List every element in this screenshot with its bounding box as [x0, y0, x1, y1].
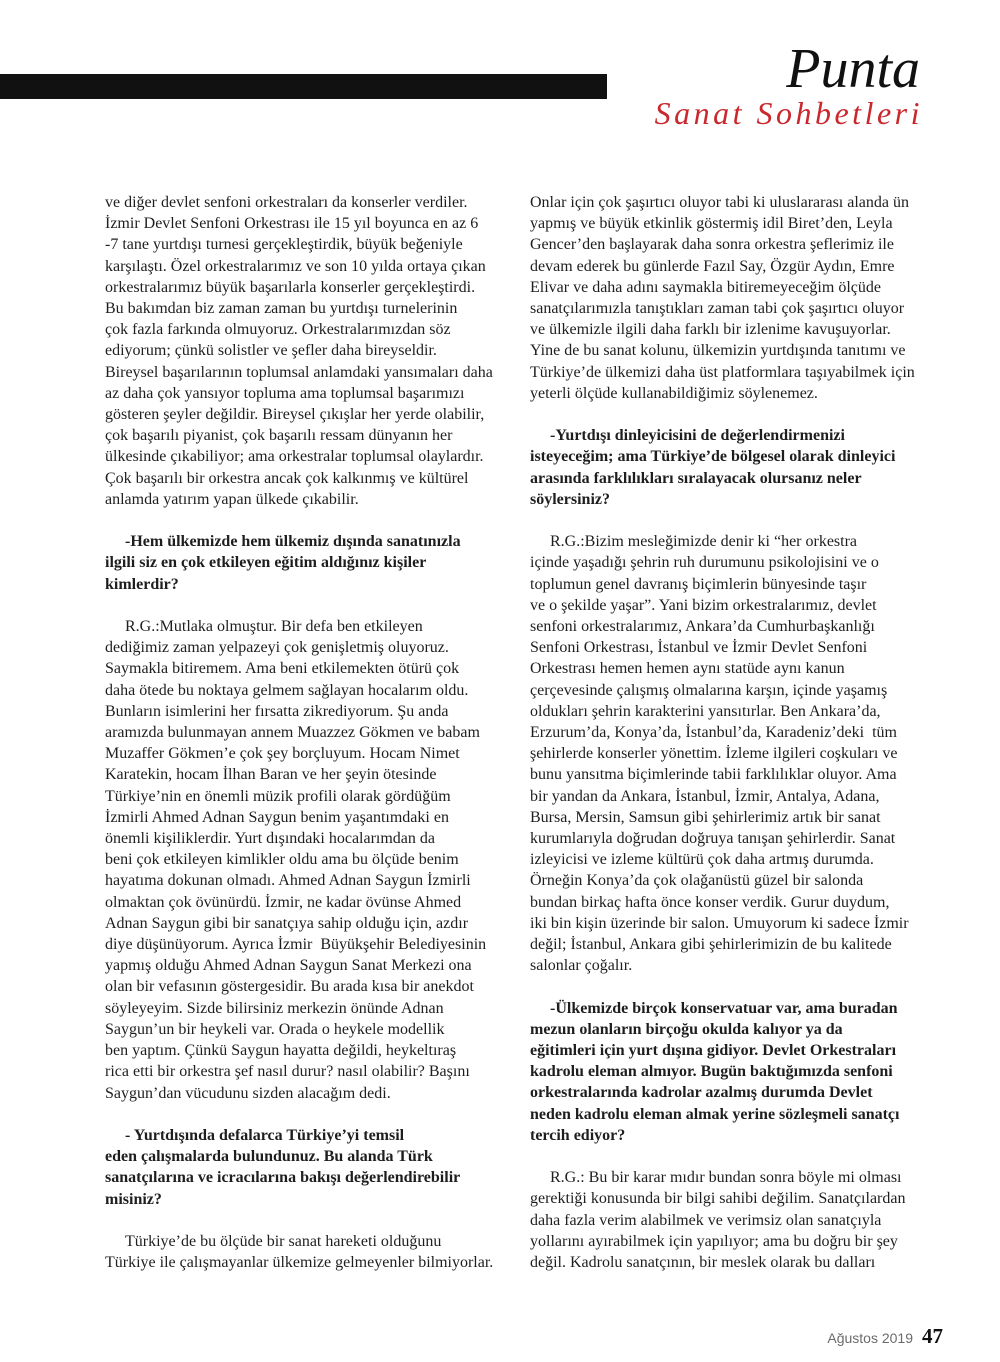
interview-question: - Yurtdışında defalarca Türkiye’yi temsil eden çalışmalarda bulundunuz. Bu alanda Türk sanatçılarına ve icracılarına bakışı değerlendirebilir misiniz?: [105, 1126, 461, 1208]
interview-answer: R.G.:Mutlaka olmuştur. Bir defa ben etkileyen dediğimiz zaman yelpazeyi çok genişletmiş oluyoruz. Saymakla bitiremem. Ama beni etkilemekten ötürü çok daha ötede bu noktaya gelmem sağlayan hocalarım oldu. Bunların isimlerini her fırsatta zikrediyorum. Şu anda aramızda bulunmayan annem Muazzez Gökmen ve babam Muzaffer Gökmen’e çok şey borçluyum. Hocam Nimet Karatekin, hocam İlhan Baran ve her şeyin ötesinde Türkiye’nin en önemli müzik profili olarak gördüğüm İzmirli Ahmed Adnan Saygun benim yaşantımdaki en önemli kişiliklerdir. Yurt dışındaki hocalarımdan da beni çok etkileyen kimlikler oldu ama bu ölçüde benim hayatıma dokunan olmadı. Ahmed Adnan Saygun İzmirli olmaktan çok övünürdü. İzmir, ne kadar övünse Ahmed Adnan Saygun gibi bir sanatçıya sahip olduğu için, azdır diye düşünüyorum. Ayrıca İzmir Büyükşehir Belediyesinin yapmış olduğu Ahmed Adnan Saygun Sanat Merkezi ona olan bir vefasının göstergesidir. Bu arada kısa bir anekdot söyleyeyim. Sizde bilirsiniz merkezin önünde Adnan Saygun’un bir heykeli var. Orada o heykele modellik ben yaptım. Çünkü Saygun hayatta değildi, heykeltıraş rica etti bir orkestra şef nasıl durur? nasıl olabilir? Başını Saygun’dan vücudunu sizden alacağım dedi.: [105, 618, 487, 1102]
body-paragraph: ve diğer devlet senfoni orkestraları da konserler verdiler. İzmir Devlet Senfoni Orkestrası ile 15 yıl boyunca en az 6 -7 tane yurtdışı turnesi gerçekleştirdik, büyük beğeniyle karşılaştı. Özel orkestralarımız ve son 10 yılda ortaya çıkan orkestralarımız büyük başarılarla konserler gerçekleştirdi. Bu bakımdan biz zaman zaman bu yurtdışı turnelerinin çok fazla farkında olmuyoruz. Orkestralarımızdan söz ediyorum; çünkü solistler ve şefler daha bireyseldir. Bireysel başarılarının toplumsal anlamdaki yansımaları daha az daha çok yansıyor topluma ama toplumsal başarımızı gösteren şeyler değildir. Bireysel çıkışlar her yerde olabilir, çok başarılı piyanist, çok başarılı ressam dünyanın her ülkesinde çıkabiliyor; ama orkestralar toplumsal olaylardır. Çok başarılı bir orkestra ancak çok kalkınmış ve kültürel anlamda yatırım yapan ülkede çıkabilir.: [105, 194, 493, 508]
interview-answer: R.G.: Bu bir karar mıdır bundan sonra böyle mi olması gerektiği konusunda bir bilgi sahibi değilim. Sanatçılardan daha fazla verim alabilmek ve verimsiz olan sanatçıyla yollarını ayırabilmek için yapılıyor; ama bu doğru bir şey değil. Kadrolu sanatçının, bir meslek olarak bu dalları: [530, 1169, 906, 1272]
interview-question: -Yurtdışı dinleyicisini de değerlendirmenizi isteyeceğim; ama Türkiye’de bölgesel olarak dinleyici arasında farklılıkları sıralayacak olursanız neler söylersiniz?: [530, 427, 896, 508]
page-number: 47: [922, 1324, 943, 1348]
body-paragraph: Onlar için çok şaşırtıcı oluyor tabi ki uluslararası alanda ün yapmış ve büyük etkinlik göstermiş idil Biret’den, Leyla Gencer’den başlayarak daha sonra orkestra şeflerimiz ile devam ederek bu günlerde Fazıl Say, Özgür Aydın, Emre Elivar ve daha adını saymakla bitiremeyeceğim ölçüde sanatçılarımızla tanıştıkları zaman tabi çok şaşırtıcı oluyor ve ülkemizle ilgili daha farklı bir izlenime kavuşuyorlar. Yine de bu sanat kolunu, ülkemizin yurtdışında tanıtımı ve Türkiye’de ülkemizi daha üst platformlara taşıyabilmek için yeterli ölçüde kullanabildiğimiz söylenemez.: [530, 194, 915, 402]
interview-question: -Hem ülkemizde hem ülkemiz dışında sanatınızla ilgili siz en çok etkileyen eğitim aldığınız kişiler kimlerdir?: [105, 533, 461, 593]
header-bar: [0, 74, 607, 99]
interview-question: -Ülkemizde birçok konservatuar var, ama buradan mezun olanların birçoğu okulda kalıyor ya da eğitimleri için yurt dışına gidiyor. Devlet Orkestraları kadrolu eleman almıyor. Bugün baktığımızda senfoni orkestralarında kadrolar azalmış durumda Devlet neden kadrolu eleman almak yerine sözleşmeli sanatçı tercih ediyor?: [530, 999, 900, 1144]
left-column: [105, 192, 500, 1294]
page-footer: [827, 1324, 943, 1349]
magazine-logo-title: Punta: [786, 38, 920, 100]
interview-answer: Türkiye’de bu ölçüde bir sanat hareketi olduğunu Türkiye ile çalışmayanlar ülkemize gelmeyenler bilmiyorlar.: [105, 1232, 494, 1272]
issue-date: Ağustos 2019: [827, 1330, 913, 1346]
magazine-logo-subtitle: Sanat Sohbetleri: [654, 95, 923, 131]
right-column: [530, 192, 922, 1294]
interview-answer: R.G.:Bizim mesleğimizde denir ki “her orkestra içinde yaşadığı şehrin ruh durumunu psikolojisini ve o toplumun genel davranış biçimlerin bünyesinde taşır ve o şekilde yaşar”. Yani bizim orkestralarımız, devlet senfoni orkestralarımız, Ankara’da Cumhurbaşkanlığı Senfoni Orkestrası, İstanbul ve İzmir Devlet Senfoni Orkestrası hemen hemen aynı statüde aynı kanun çerçevesinde çalışmış olmalarına karşın, içinde yaşamış oldukları şehrin karakterini yansıtırlar. Ben Ankara’da, Erzurum’da, Konya’da, İstanbul’da, Karadeniz’deki tüm şehirlerde konserler yönettim. İzleme ilgileri coşkuları ve bunu yansıtma biçimlerinde tabii farklılıklar oluyor. Ama bir yandan da Ankara, İstanbul, İzmir, Antalya, Adana, Bursa, Mersin, Samsun gibi şehirlerimiz artık bir sanat kurumlarıyla doğrudan doğruya tanışan şehirlerdir. Sanat izleyicisi ve izleme kültürü çok daha artmış durumda. Örneğin Konya’da çok olağanüstü güzel bir salonda bundan birkaç hafta önce konser verdik. Gurur duydum, iki bin kişin üzerinde bir salon. Umuyorum ki sadece İzmir değil; İstanbul, Ankara gibi şehirlerimizin de bu kalitede salonlar çoğalır.: [530, 533, 909, 975]
